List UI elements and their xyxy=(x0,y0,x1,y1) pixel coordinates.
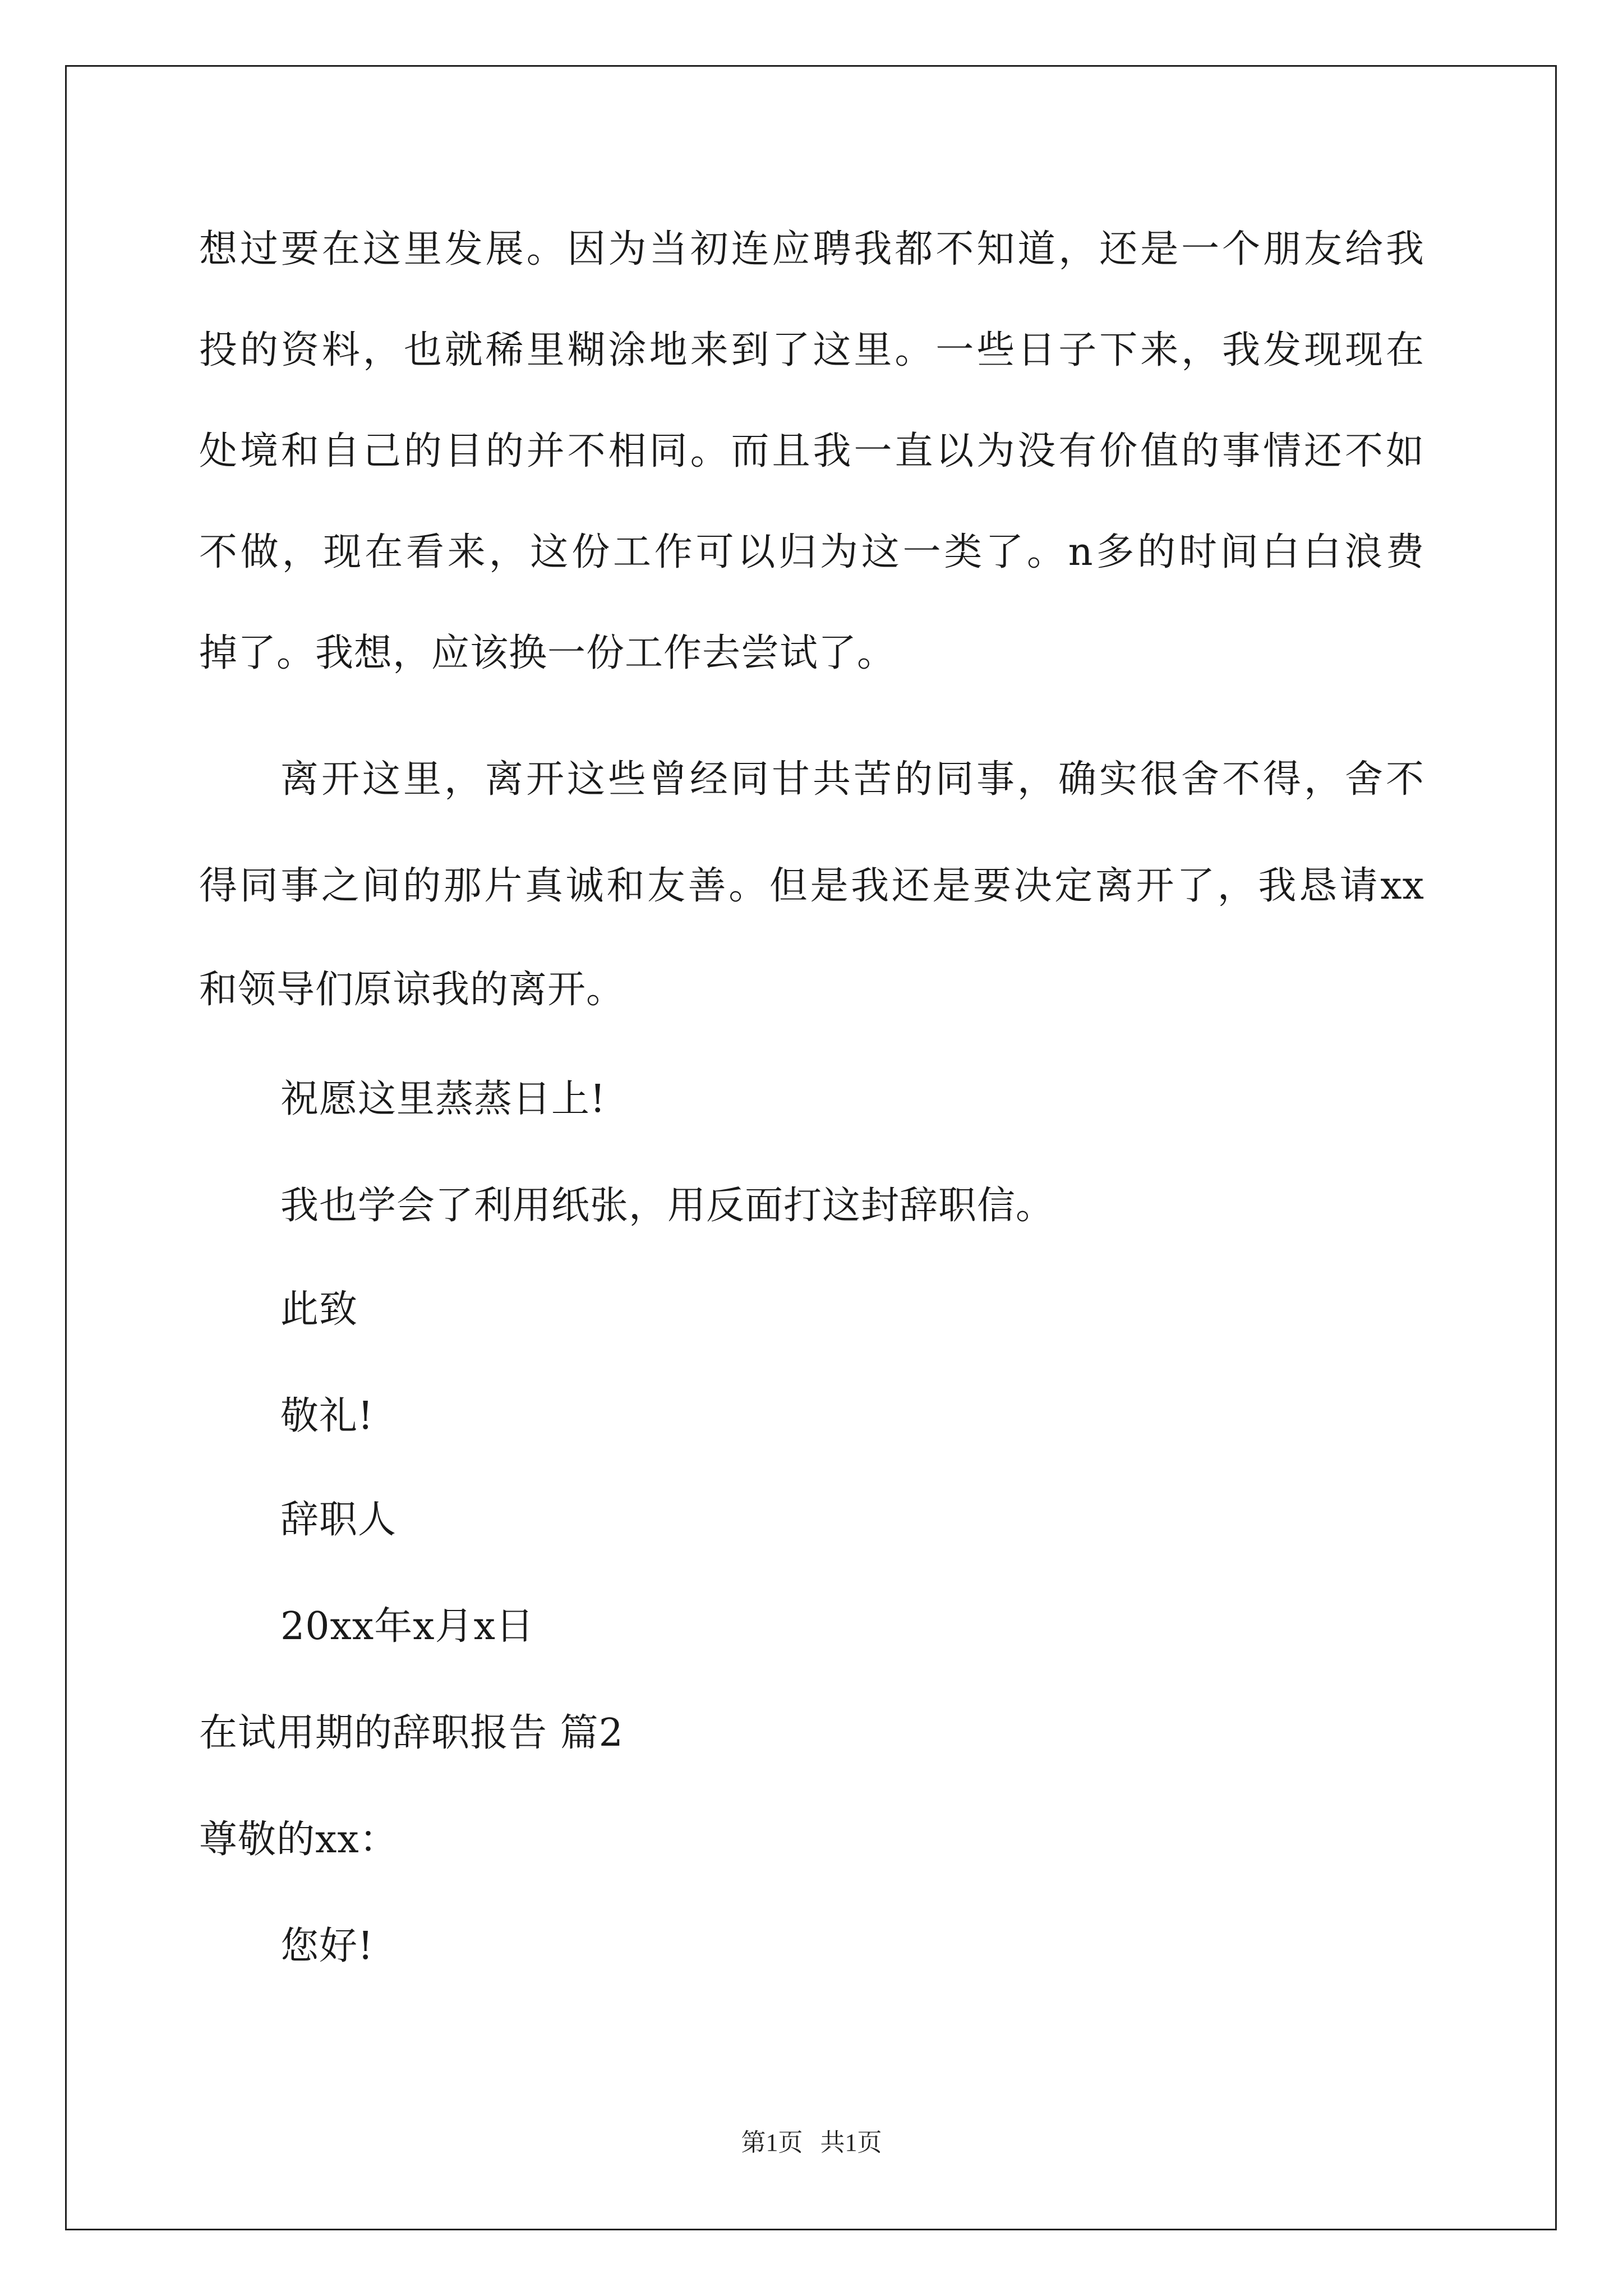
section-title: 在试用期的辞职报告 篇2 xyxy=(199,1711,624,1755)
paragraph-1-line-2: 投的资料，也就稀里糊涂地来到了这里。一些日子下来，我发现现在 xyxy=(199,328,1424,372)
salutation-line: 尊敬的xx： xyxy=(199,1818,398,1862)
paragraph-2-line-2: 得同事之间的那片真诚和友善。但是我还是要决定离开了，我恳请xx xyxy=(199,864,1424,908)
wish-line: 祝愿这里蒸蒸日上! xyxy=(280,1077,606,1121)
paragraph-2-line-1: 离开这里，离开这些曾经同甘共苦的同事，确实很舍不得，舍不 xyxy=(280,757,1424,802)
page-footer xyxy=(0,2126,1623,2160)
date-line: 20xx年x月x日 xyxy=(280,1604,534,1649)
page-number-current: 第1页 xyxy=(741,2129,803,2156)
closing-line-2: 敬礼! xyxy=(280,1394,374,1438)
paragraph-1-line-5: 掉了。我想，应该换一份工作去尝试了。 xyxy=(199,631,896,675)
paragraph-2-line-3: 和领导们原谅我的离开。 xyxy=(199,968,625,1012)
paragraph-1-line-4: 不做，现在看来，这份工作可以归为这一类了。n多的时间白白浪费 xyxy=(199,530,1424,574)
closing-line-1: 此致 xyxy=(280,1287,358,1332)
note-line: 我也学会了利用纸张，用反面打这封辞职信。 xyxy=(280,1184,1055,1228)
paragraph-1-line-3: 处境和自己的目的并不相同。而且我一直以为没有价值的事情还不如 xyxy=(199,429,1424,473)
signer-line: 辞职人 xyxy=(280,1498,397,1542)
page-border xyxy=(65,65,1557,2230)
page-number-total: 共1页 xyxy=(820,2129,882,2156)
paragraph-1-line-1: 想过要在这里发展。因为当初连应聘我都不知道，还是一个朋友给我 xyxy=(199,227,1424,272)
greeting-line: 您好! xyxy=(280,1924,374,1968)
